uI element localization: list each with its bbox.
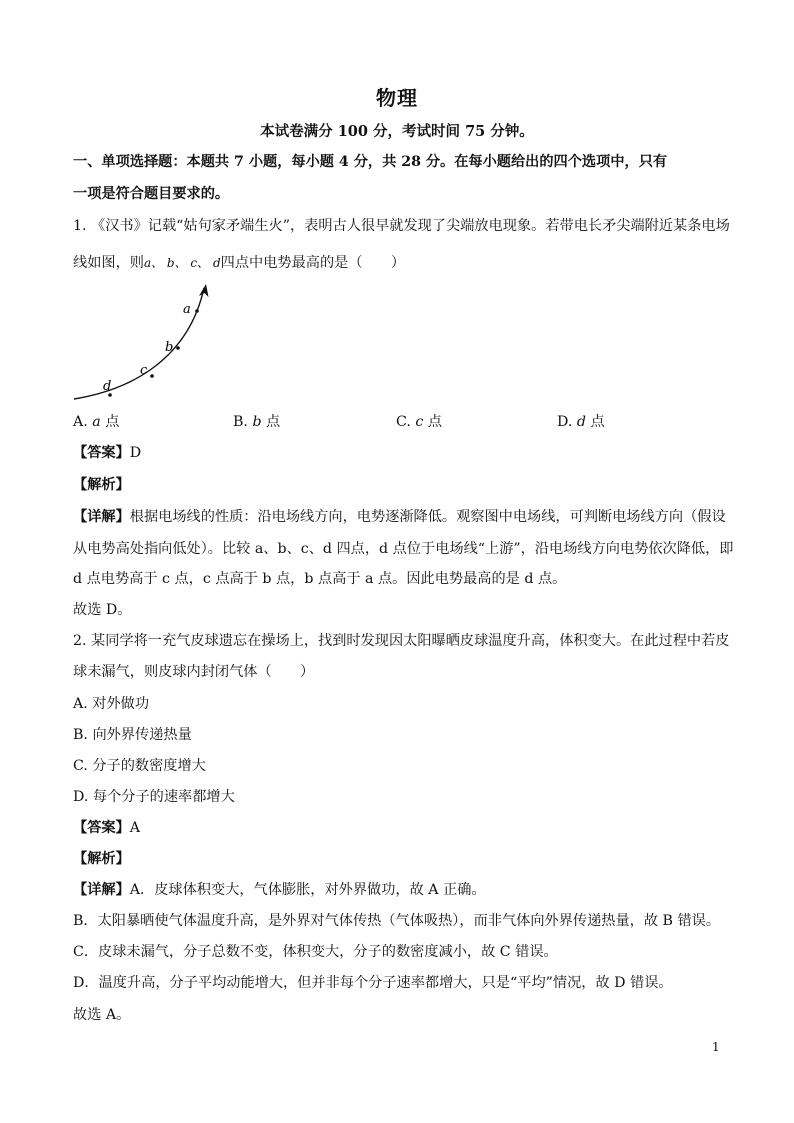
- q2-answer: 【答案】A: [73, 820, 141, 836]
- q1-option-a[interactable]: A. a 点: [73, 414, 120, 430]
- q2-option-d[interactable]: D. 每个分子的速率都增大: [73, 789, 235, 805]
- q2-analysis-heading: 【解析】: [73, 851, 130, 867]
- point-a-label: a: [183, 302, 191, 317]
- q2-detail-line4: D．温度升高，分子平均动能增大，但并非每个分子速率都增大，只是“平均”情况，故 D 错误。: [73, 975, 673, 991]
- section-heading-line1: 一、单项选择题：本题共 7 小题，每小题 4 分，共 28 分。在每小题给出的四个选项中，只有: [73, 154, 668, 170]
- q1-detail-line1: 【详解】根据电场线的性质：沿电场线方向，电势逐渐降低。观察图中电场线，可判断电场线方向（假设: [73, 509, 726, 525]
- q2-option-b[interactable]: B. 向外界传递热量: [73, 727, 192, 743]
- point-c-dot: [150, 374, 154, 378]
- q2-detail-line2: B．太阳暴晒使气体温度升高，是外界对气体传热（气体吸热），而非气体向外界传递热量，故 B 错误。: [73, 913, 721, 929]
- exam-info: 本试卷满分 100 分，考试时间 75 分钟。: [260, 123, 534, 140]
- q2-detail-line1: 【详解】A．皮球体积变大，气体膨胀，对外界做功，故 A 正确。: [73, 882, 486, 898]
- q1-option-c[interactable]: C. c 点: [396, 414, 443, 430]
- section-heading-line2: 一项是符合题目要求的。: [73, 186, 230, 202]
- q2-stem-line1: 2. 某同学将一充气皮球遗忘在操场上，找到时发现因太阳曝晒皮球温度升高，体积变大。在此过程中若皮: [73, 633, 730, 649]
- point-c-label: c: [140, 363, 148, 378]
- q2-conclusion: 故选 A。: [73, 1007, 131, 1023]
- point-a-dot: [195, 309, 199, 313]
- q1-analysis-heading: 【解析】: [73, 477, 130, 493]
- page-number: 1: [712, 1040, 720, 1054]
- q2-option-a[interactable]: A. 对外做功: [73, 696, 150, 712]
- q1-conclusion: 故选 D。: [73, 602, 132, 618]
- q2-stem-line2: 球未漏气，则皮球内封闭气体（ ）: [73, 664, 315, 680]
- q1-detail-line3: d 点电势高于 c 点，c 点高于 b 点，b 点高于 a 点。因此电势最高的是 d 点。: [73, 571, 567, 587]
- q2-option-c[interactable]: C. 分子的数密度增大: [73, 758, 206, 774]
- point-b-dot: [176, 346, 180, 350]
- q1-stem-line2: [73, 253, 733, 273]
- electric-field-line-figure: [70, 278, 230, 403]
- q1-detail-line2: 从电势高处指向低处）。比较 a、b、c、d 四点，d 点位于电场线“上游”，沿电场线方向电势依次降低，即: [73, 541, 734, 557]
- q1-option-d[interactable]: D. d 点: [557, 414, 605, 430]
- q2-detail-line3: C．皮球未漏气，分子总数不变，体积变大，分子的数密度减小，故 C 错误。: [73, 944, 558, 960]
- q1-stem-post: 四点中电势最高的是（ ）: [220, 255, 406, 271]
- page-title: 物理: [376, 86, 418, 110]
- q1-option-b[interactable]: B. b 点: [233, 414, 281, 430]
- q1-stem-line1: 1. 《汉书》记载“姑句家矛端生火”，表明古人很早就发现了尖端放电现象。若带电长矛尖端附近某条电场: [73, 218, 730, 234]
- point-d-label: d: [103, 379, 112, 394]
- field-line-arrowhead: [199, 284, 209, 297]
- q1-stem-pre: 线如图，则: [73, 255, 144, 271]
- q1-answer: 【答案】D: [73, 445, 142, 461]
- q1-point-labels: a、 b、 c、 d: [143, 256, 221, 270]
- point-b-label: b: [165, 340, 174, 355]
